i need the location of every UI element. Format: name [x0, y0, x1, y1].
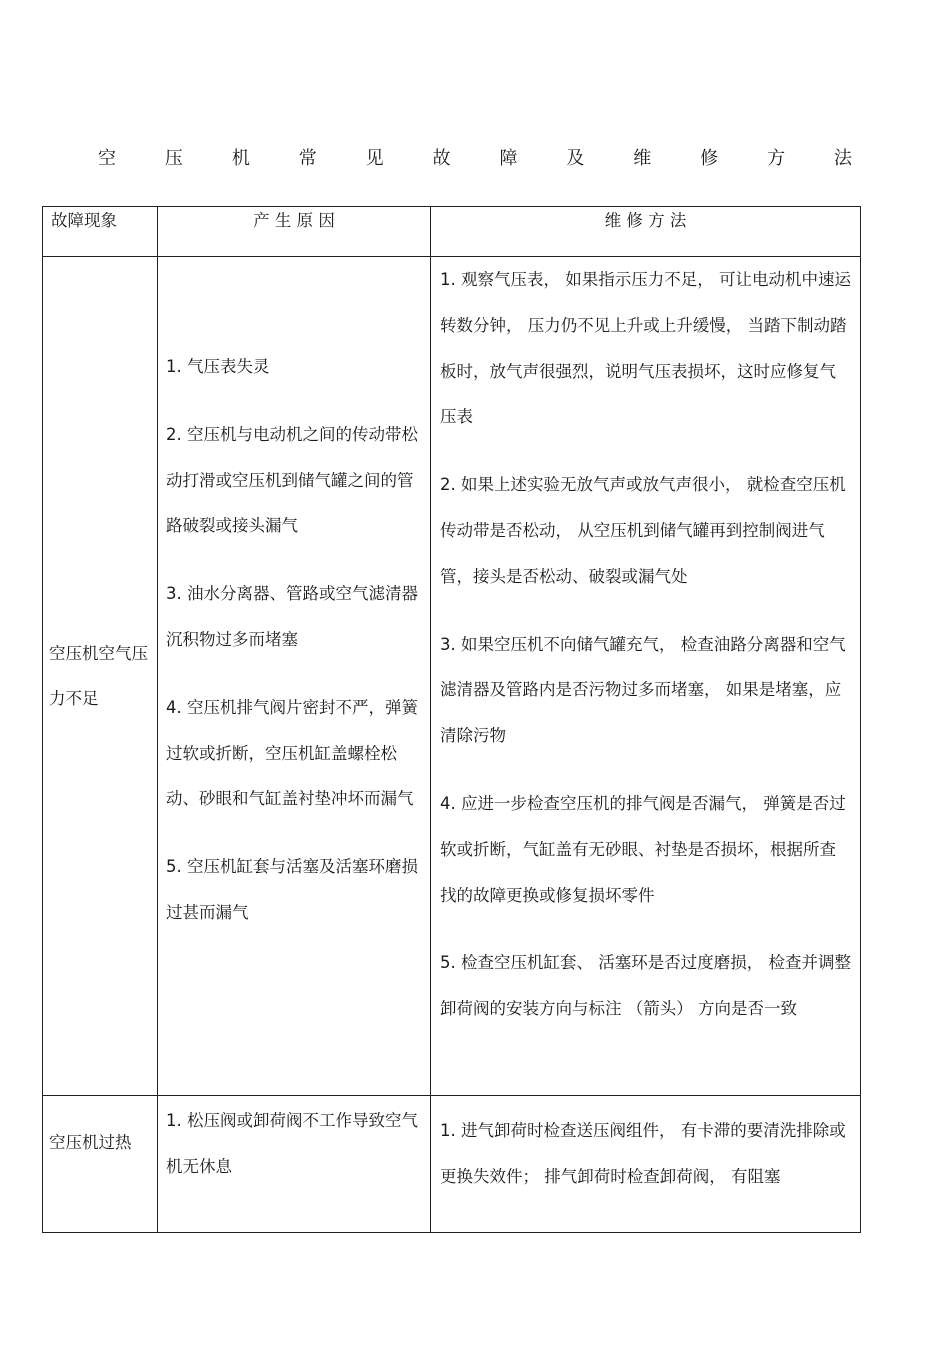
title-char: 机 — [231, 148, 250, 169]
cause-item: 1. 松压阀或卸荷阀不工作导致空气机无休息 — [166, 1111, 418, 1176]
fix-item: 4. 应进一步检查空压机的排气阀是否漏气， 弹簧是否过软或折断，气缸盖有无砂眼、衬垫是否损坏，根据所查找的故障更换或修复损坏零件 — [440, 793, 846, 905]
title-char: 常 — [298, 148, 317, 169]
cause-item: 3. 油水分离器、管路或空气滤清器沉积物过多而堵塞 — [166, 584, 418, 649]
fix-item: 2. 如果上述实验无放气声或放气声很小， 就检查空压机传动带是否松动， 从空压机到储气罐再到控制阀进气管，接头是否松动、破裂或漏气处 — [440, 475, 846, 586]
cause-item: 4. 空压机排气阀片密封不严，弹簧过软或折断，空压机缸盖螺栓松动、砂眼和气缸盖衬垫冲坏而漏气 — [166, 697, 418, 809]
title-char: 故 — [432, 148, 451, 169]
cause-item: 5. 空压机缸套与活塞及活塞环磨损过甚而漏气 — [166, 857, 418, 922]
title-char: 见 — [365, 148, 384, 169]
fix-cell — [431, 1096, 861, 1233]
fix-item: 5. 检查空压机缸套、 活塞环是否过度磨损， 检查并调整卸荷阀的安装方向与标注 （箭头） 方向是否一致 — [440, 953, 851, 1019]
title-char: 障 — [499, 148, 518, 169]
fix-item: 3. 如果空压机不向储气罐充气， 检查油路分离器和空气滤清器及管路内是否污物过多而堵塞， 如果是堵塞，应清除污物 — [440, 634, 846, 746]
table-header-row — [43, 207, 861, 257]
cause-item: 1. 气压表失灵 — [166, 357, 270, 376]
title-char: 方 — [767, 148, 786, 169]
fix-item: 1. 观察气压表， 如果指示压力不足， 可让电动机中速运转数分钟， 压力仍不见上升或上升缓慢， 当踏下制动踏板时，放气声很强烈，说明气压表损坏，这时应修复气压表 — [440, 270, 851, 427]
symptom-cell: 空压机空气压力不足 — [43, 257, 158, 1096]
fix-item: 1. 进气卸荷时检查送压阀组件， 有卡滞的要清洗排除或更换失效件； 排气卸荷时检查卸荷阀， 有阻塞 — [440, 1121, 846, 1186]
header-symptom: 故障现象 — [43, 207, 158, 257]
header-cause: 产 生 原 因 — [158, 207, 431, 257]
title-char: 修 — [700, 148, 719, 169]
table-row — [43, 257, 861, 1096]
title-char: 法 — [833, 148, 852, 169]
document-title — [98, 146, 852, 172]
header-fix: 维 修 方 法 — [431, 207, 861, 257]
fix-cell — [431, 257, 861, 1096]
symptom-cell: 空压机过热 — [43, 1096, 158, 1233]
cause-cell — [158, 257, 431, 1096]
fault-table — [42, 206, 861, 1233]
title-char: 维 — [633, 148, 652, 169]
cause-cell — [158, 1096, 431, 1233]
title-char: 及 — [566, 148, 585, 169]
title-char: 压 — [164, 148, 183, 169]
cause-item: 2. 空压机与电动机之间的传动带松动打滑或空压机到储气罐之间的管路破裂或接头漏气 — [166, 424, 418, 536]
title-char: 空 — [98, 148, 116, 169]
table-row — [43, 1096, 861, 1233]
